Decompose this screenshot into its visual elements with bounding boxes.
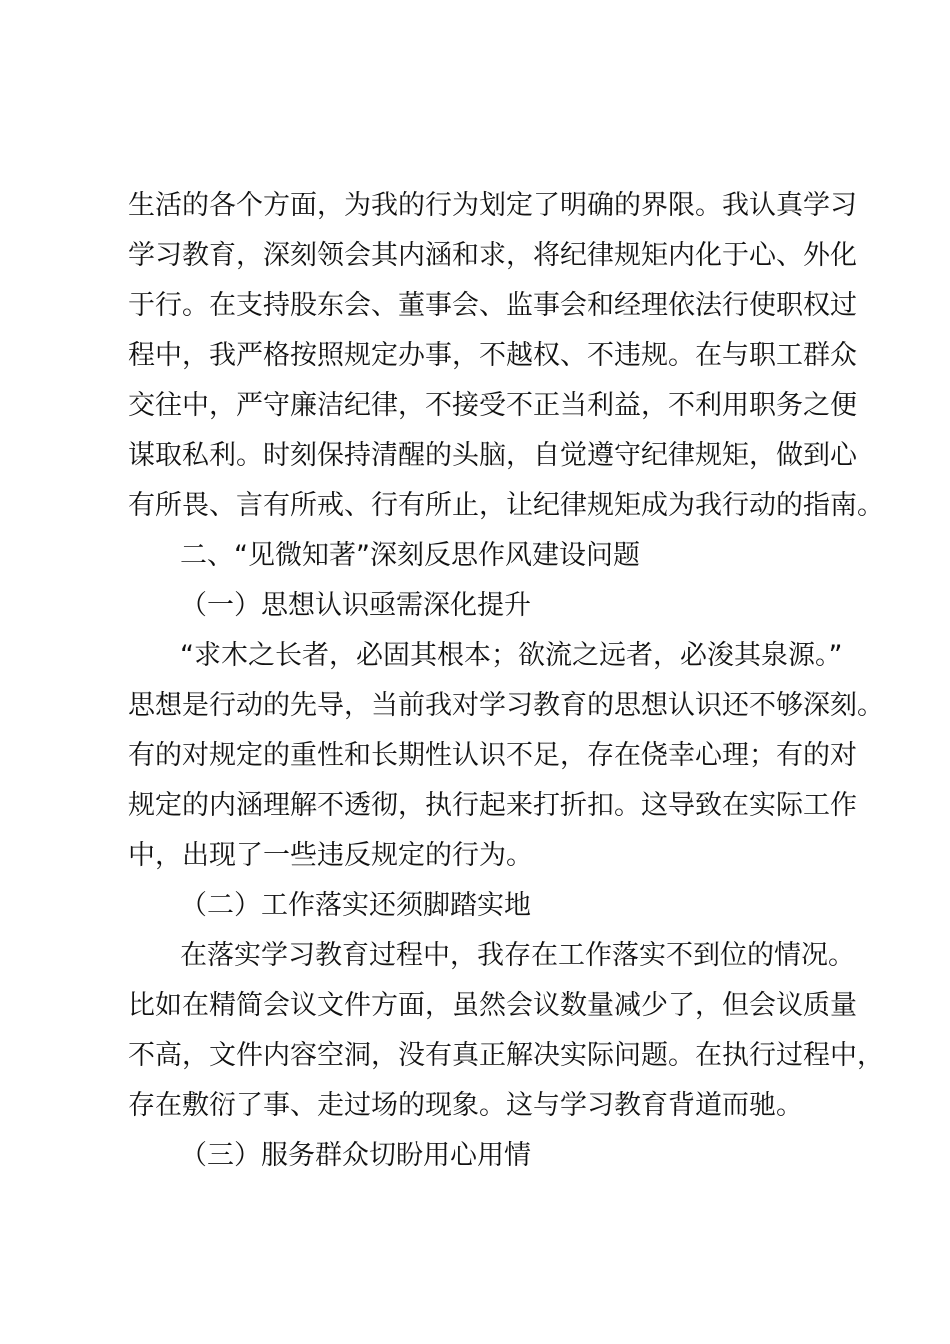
body-text-line: 生活的各个方面，为我的行为划定了明确的界限。我认真学习 [128, 190, 857, 221]
body-text-line: 于行。在支持股东会、董事会、监事会和经理依法行使职权过 [128, 290, 857, 321]
subsection-heading: （一）思想认识亟需深化提升 [180, 590, 531, 621]
paragraph-first-line: 在落实学习教育过程中，我存在工作落实不到位的情况。 [180, 940, 855, 971]
body-text-line: 谋取私利。时刻保持清醒的头脑，自觉遵守纪律规矩，做到心 [128, 440, 857, 471]
body-text-line: 学习教育，深刻领会其内涵和求，将纪律规矩内化于心、外化 [128, 240, 857, 271]
body-text-line: 比如在精简会议文件方面，虽然会议数量减少了，但会议质量 [128, 990, 857, 1021]
body-text-line: 中，出现了一些违反规定的行为。 [128, 840, 533, 871]
body-text-line: 有所畏、言有所戒、行有所止，让纪律规矩成为我行动的指南。 [128, 490, 884, 521]
subsection-heading: （二）工作落实还须脚踏实地 [180, 890, 531, 921]
body-text-line: 思想是行动的先导，当前我对学习教育的思想认识还不够深刻。 [128, 690, 884, 721]
body-text-line: 不高，文件内容空洞，没有真正解决实际问题。在执行过程中， [128, 1040, 884, 1071]
body-text-line: 规定的内涵理解不透彻，执行起来打折扣。这导致在实际工作 [128, 790, 857, 821]
body-text-line: 存在敷衍了事、走过场的现象。这与学习教育背道而驰。 [128, 1090, 803, 1121]
subsection-heading: （三）服务群众切盼用心用情 [180, 1140, 531, 1171]
quote-line: “求木之长者，必固其根本；欲流之远者，必浚其泉源。” [180, 640, 843, 671]
section-heading: 二、“见微知著”深刻反思作风建设问题 [180, 540, 640, 571]
body-text-line: 有的对规定的重性和长期性认识不足，存在侥幸心理；有的对 [128, 740, 857, 771]
body-text-line: 程中，我严格按照规定办事，不越权、不违规。在与职工群众 [128, 340, 857, 371]
body-text-line: 交往中，严守廉洁纪律，不接受不正当利益，不利用职务之便 [128, 390, 857, 421]
